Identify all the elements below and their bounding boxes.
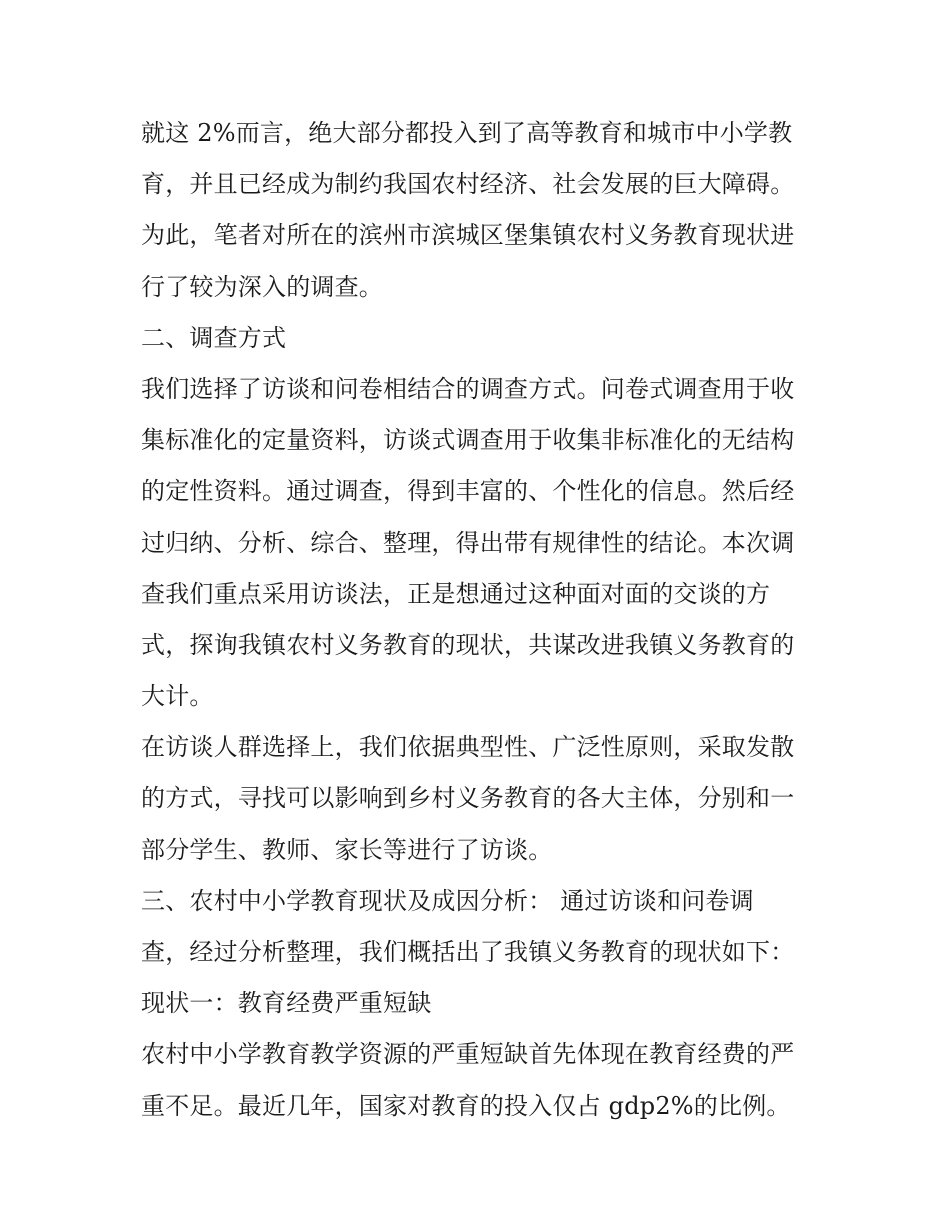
text-line: 为此，笔者对所在的滨州市滨城区堡集镇农村义务教育现状进 xyxy=(141,221,795,250)
text-line: 农村中小学教育教学资源的严重短缺首先体现在教育经费的严 xyxy=(141,1040,795,1069)
text-line: 我们选择了访谈和问卷相结合的调查方式。问卷式调查用于收 xyxy=(141,374,795,403)
text-line: 行了较为深入的调查。 xyxy=(141,272,383,301)
subsection-heading: 现状一：教育经费严重短缺 xyxy=(141,989,432,1018)
text-line: 式，探询我镇农村义务教育的现状，共谋改进我镇义务教育的 xyxy=(141,630,795,659)
text-line: 育，并且已经成为制约我国农村经济、社会发展的巨大障碍。 xyxy=(141,170,795,199)
text-line: 查我们重点采用访谈法，正是想通过这种面对面的交谈的方 xyxy=(141,579,771,608)
section-heading: 二、调查方式 xyxy=(141,323,287,352)
text-line: 过归纳、分析、综合、整理，得出带有规律性的结论。本次调 xyxy=(141,528,795,557)
text-line: 的定性资料。通过调查，得到丰富的、个性化的信息。然后经 xyxy=(141,477,795,506)
text-line: 查，经过分析整理，我们概括出了我镇义务教育的现状如下： xyxy=(141,938,795,966)
text-line: 就这 2%而言，绝大部分都投入到了高等教育和城市中小学教 xyxy=(141,119,793,147)
body-text xyxy=(141,108,821,1132)
text-line: 的方式，寻找可以影响到乡村义务教育的各大主体，分别和一 xyxy=(141,784,795,813)
text-line: 在访谈人群选择上，我们依据典型性、广泛性原则，采取发散 xyxy=(141,733,795,762)
text-line: 部分学生、教师、家长等进行了访谈。 xyxy=(141,835,553,864)
text-line: 大计。 xyxy=(141,682,214,711)
section-heading: 三、农村中小学教育现状及成因分析： 通过访谈和问卷调 xyxy=(141,886,754,915)
text-line: 重不足。最近几年，国家对教育的投入仅占 gdp2%的比例。 xyxy=(141,1091,791,1120)
text-line: 集标准化的定量资料，访谈式调查用于收集非标准化的无结构 xyxy=(141,426,795,455)
